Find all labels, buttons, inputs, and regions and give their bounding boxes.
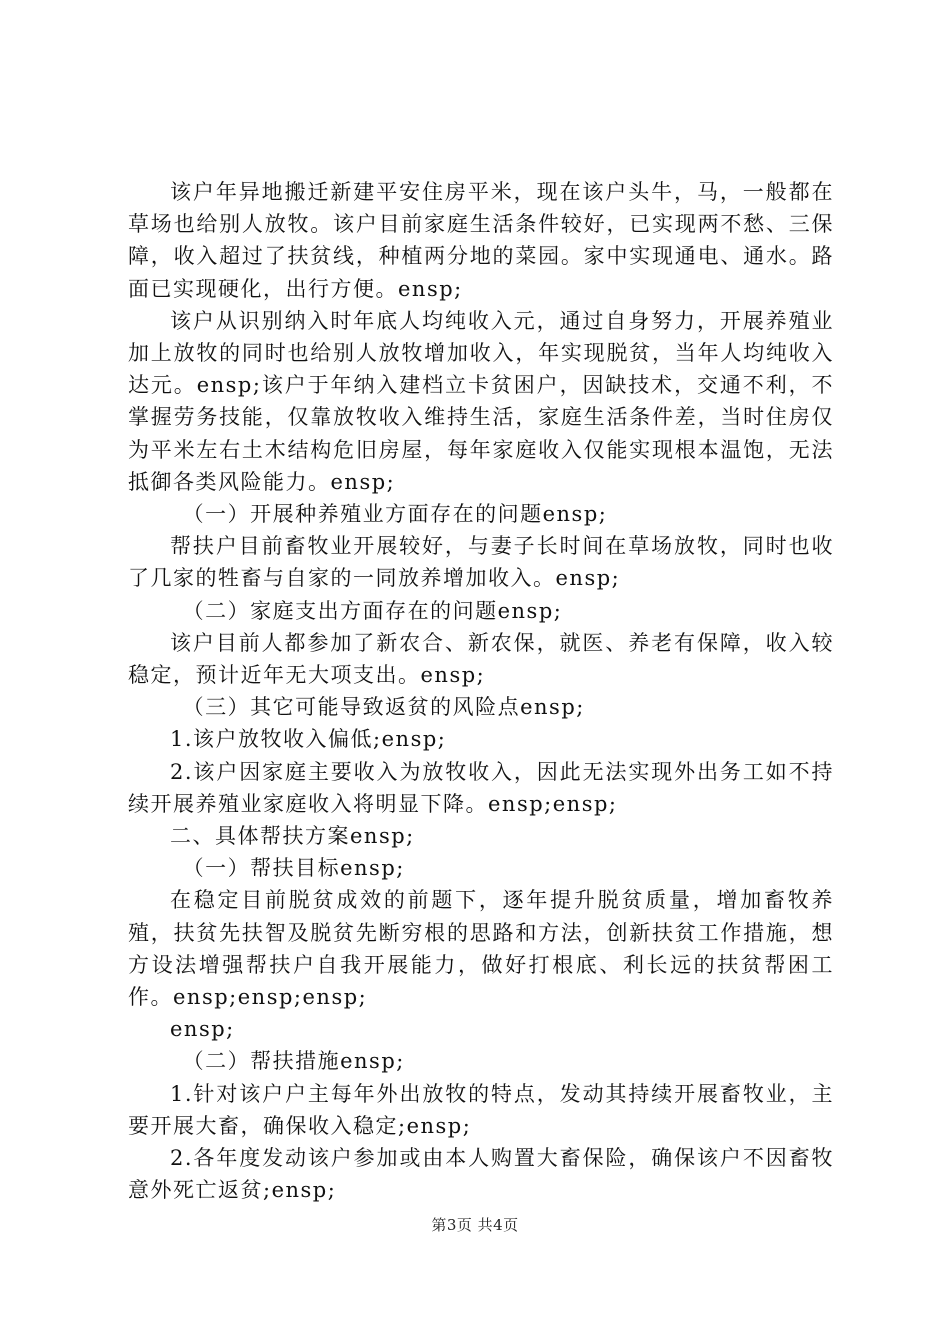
paragraph-relocation: 该户年异地搬迁新建平安住房平米，现在该户头牛，马，一般都在草场也给别人放牧。该户目前家庭生活条件较好，已实现两不愁、三保障，收入超过了扶贫线，种植两分地的菜园。家中实现通电、通水。路面已实现硬化，出行方便。ensp; (128, 180, 834, 301)
heading-risk-points: （三）其它可能导致返贫的风险点ensp; (182, 695, 585, 720)
document-body (128, 176, 834, 1207)
list-item-risk-1: 1.该户放牧收入偏低;ensp; (170, 727, 447, 752)
heading-expense-issues: （二）家庭支出方面存在的问题ensp; (182, 598, 563, 623)
list-item-risk-2: 2.该户因家庭主要收入为放牧收入，因此无法实现外出务工如不持续开展养殖业家庭收入将明显下降。ensp;ensp; (128, 759, 834, 816)
page-footer (0, 1214, 950, 1235)
paragraph-income-history: 该户从识别纳入时年底人均纯收入元，通过自身努力，开展养殖业加上放牧的同时也给别人放牧增加收入，年实现脱贫，当年人均纯收入达元。ensp;该户于年纳入建档立卡贫困户，因缺技术，交通不利，不掌握劳务技能，仅靠放牧收入维持生活，家庭生活条件差，当时住房仅为平米左右土木结构危旧房屋，每年家庭收入仅能实现根本温饱，无法抵御各类风险能力。ensp; (128, 308, 834, 494)
page-number-label: 第3页 共4页 (431, 1216, 519, 1234)
list-item-measure-1: 1.针对该户户主每年外出放牧的特点，发动其持续开展畜牧业，主要开展大畜，确保收入稳定;ensp; (128, 1081, 834, 1138)
heading-assistance-plan: 二、具体帮扶方案ensp; (170, 824, 415, 849)
heading-assistance-measures: （二）帮扶措施ensp; (182, 1049, 405, 1074)
paragraph-assistance-goal: 在稳定目前脱贫成效的前题下，逐年提升脱贫质量，增加畜牧养殖，扶贫先扶智及脱贫先断穷根的思路和方法，创新扶贫工作措施，想方设法增强帮扶户自我开展能力，做好打根底、利长远的扶贫帮困工作。ensp;ensp;ensp; (128, 888, 834, 1010)
list-item-measure-2: 2.各年度发动该户参加或由本人购置大畜保险，确保该户不因畜牧意外死亡返贫;ensp; (128, 1146, 834, 1203)
paragraph-breeding-issues: 帮扶户目前畜牧业开展较好，与妻子长时间在草场放牧，同时也收了几家的牲畜与自家的一同放养增加收入。ensp; (128, 534, 834, 591)
heading-breeding-issues: （一）开展种养殖业方面存在的问题ensp; (182, 502, 608, 527)
paragraph-expense-issues: 该户目前人都参加了新农合、新农保，就医、养老有保障，收入较稳定，预计近年无大项支出。ensp; (128, 630, 834, 688)
paragraph-spacer: ensp; (170, 1017, 235, 1042)
heading-assistance-goal: （一）帮扶目标ensp; (182, 856, 405, 881)
